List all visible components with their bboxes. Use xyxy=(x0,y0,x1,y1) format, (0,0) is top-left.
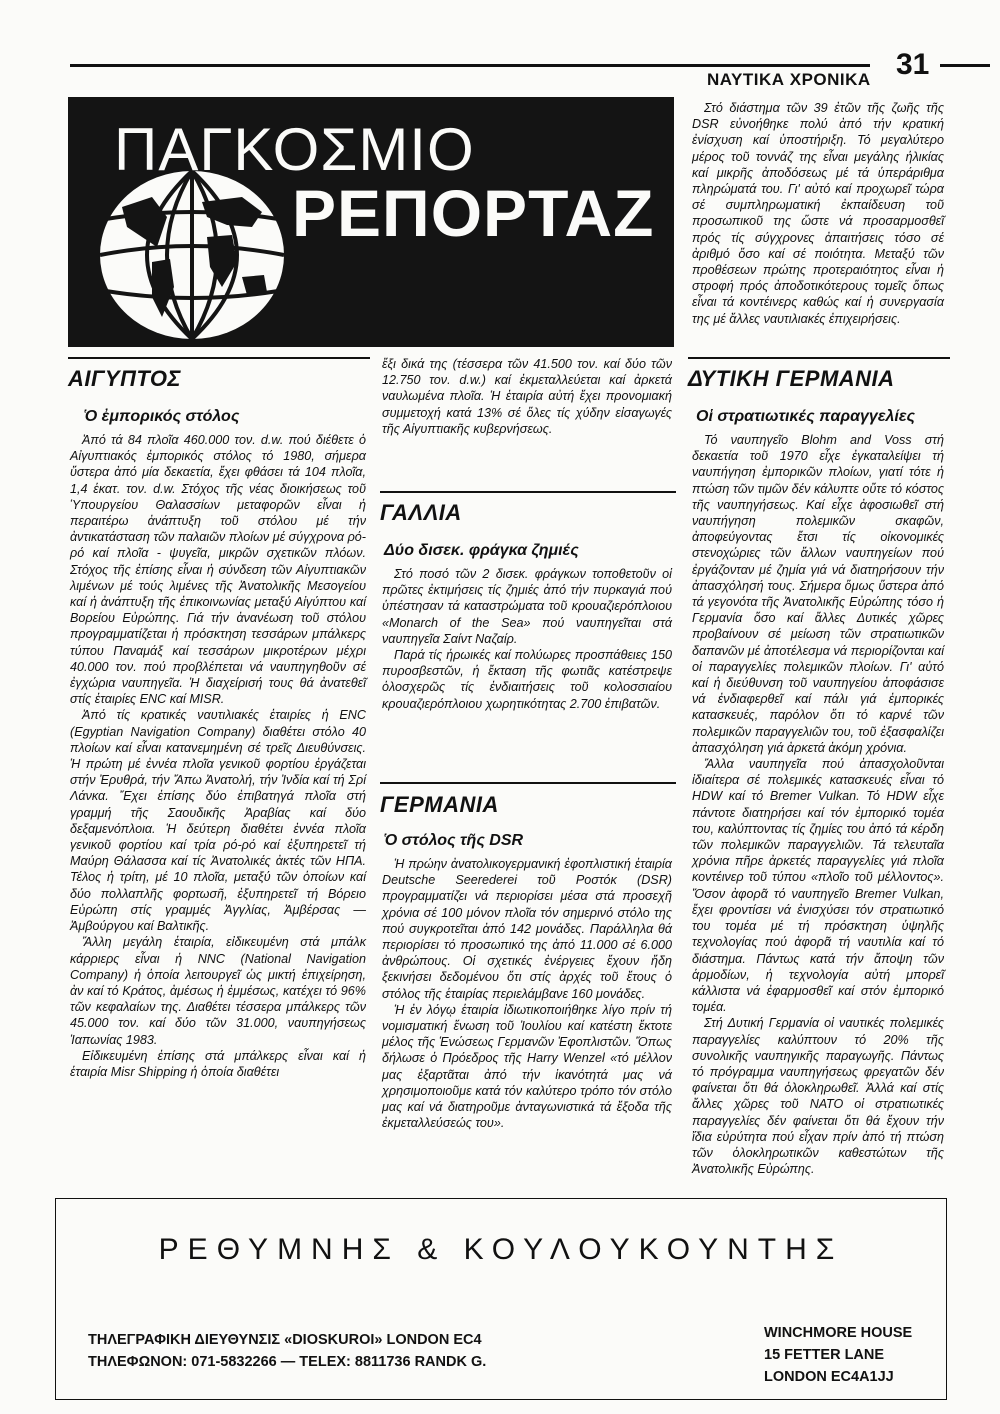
header-rule-right xyxy=(940,64,990,67)
west-germany-paragraph: Τό ναυπηγεῖο Blohm and Voss στή δεκαετία τοῦ 1970 εἶχε ἐγκαταλείψει τή ναυπήγηση ἐμπορικῶν πλοίων, γιατί τότε ἡ πτώση τῶν τιμῶν δέν κάλυπτε οὔτε τό κόστος τῆς ναυπηγήσεως. Καί εἶχε ἀφοσιωθεῖ στή ναυπήγηση πολεμικῶν σκαφῶν, ἀποφεύγοντας ἔτσι τίς οἰκονομικές στενοχώριες τῶν ἄλλων ναυπηγείων πού ἐργάζονταν μέ ζημία γιά νά διατηρήσουν τήν ἀπασχόλησή τους. Σήμερα ὅμως ὕστερα ἀπό τά γεγονότα τῆς Ἀνατολικῆς Εὐρώπης τόσο ἡ Γερμανία ὅσο καί ἄλλες Δυτικές χῶρες προβαίνουν σέ μείωση τῶν στρατιωτικῶν δαπανῶν μέ ἀποτέλεσμα νά περιορίζονται καί οἱ παραγγελίες πολεμικῶν πλοίων. Γι' αὐτό καί ἡ διεύθυνση τοῦ ναυπηγείου ἀποφάσισε νά ἐνδιαφερθεῖ καί πάλι γιά ἐμπορικές κατασκευές, παρόλον ὅτι τό καρνέ τῶν πολεμικῶν παραγγελιῶν του, τοῦ ἐξασφαλίζει ἀπασχόληση γιά ἀρκετά ἀκόμη χρόνια. xyxy=(692,433,944,755)
section-subtitle-egypt: Ὁ ἐμπορικός στόλος xyxy=(84,408,240,425)
germany-text xyxy=(382,856,672,1131)
advertisement-telegraph: ΤΗΛΕΓΡΑΦΙΚΗ ΔΙΕΥΘΥΝΣΙΣ «DIOSKUROI» LONDON EC4 xyxy=(88,1332,482,1348)
germany-paragraph: Ἡ ἐν λόγῳ ἑταιρία ἰδιωτικοποιήθηκε λίγο πρίν τή νομισματική ἕνωση τοῦ Ἰουλίου καί κατέστη ἔκτοτε μέλος τῆς Ἑνώσεως Γερμανῶν Ἐφοπλιστῶν. Ὅπως δήλωσε ὁ Πρόεδρος τῆς Harry Wenzel «τό μέλλον μας ἐξαρτᾶται ἀπό τήν ἱκανότητά μας νά χρησιμοποιοῦμε κατά τόν καλύτερο τρόπο τόν στόλο μας καί νά διατηροῦμε ἀνταγωνιστικά τά ἔξοδα τῆς ἐκμεταλλεύσεώς του». xyxy=(382,1002,672,1131)
west-germany-top-rule xyxy=(688,357,950,359)
advertisement-address-line2: 15 FETTER LANE xyxy=(764,1347,885,1363)
egypt-paragraph: Ἀπό τίς κρατικές ναυτιλιακές ἑταιρίες ἡ ENC (Egyptian Navigation Company) διαθέτει στόλο 40 πλοίων καί εἶναι κατανεμημένη σέ τρεῖς Διευθύνσεις. Ἡ πρώτη μέ ἐννέα πλοῖα γενικοῦ φορτίου ἐργάζεται στήν Ἐρυθρά, τήν Ἄπω Ἀνατολή, τήν Ἰνδία καί τή Σρί Λάνκα. Ἔχει ἐπίσης δύο ἐπιβατηγά πλοῖα στή γραμμή τῆς Σαουδικῆς Ἀραβίας καί δύο δεξαμενόπλοια. Ἡ δεύτερη διαθέτει ἐννέα πλοῖα γενικοῦ φορτίου καί τρία ρό-ρό καί ἐξυπηρετεῖ τή Μαύρη Θάλασσα καί τίς Ἀνατολικές ἀκτές τῶν ΗΠΑ. Τέλος ἡ τρίτη, μέ 10 πλοῖα, μεταξύ τῶν ὁποίων καί δύο πολλαπλῆς φορτωσῆ, ἐξυπηρετεῖ τή Βόρειο Εὐρώπη στίς γραμμές Ἀγγλίας, Ἀμβέρσας — Ἀμβούργου καί Βαλτικῆς. xyxy=(70,708,366,934)
globe-icon xyxy=(92,167,292,342)
france-top-rule xyxy=(380,491,676,493)
advertisement-company-name: ΡΕΘΥΜΝΗΣ & ΚΟΥΛΟΥΚΟΥΝΤΗΣ xyxy=(158,1233,844,1266)
germany-top-rule xyxy=(380,782,676,784)
banner-title-line2: ΡΕΠΟΡΤΑΖ xyxy=(292,176,655,250)
france-text xyxy=(382,566,672,712)
egypt-text-col1 xyxy=(70,432,366,1080)
page-number: 31 xyxy=(896,48,930,81)
section-subtitle-germany: Ὁ στόλος τῆς DSR xyxy=(384,832,524,849)
intro-continued-text xyxy=(692,100,944,327)
section-subtitle-france: Δύο δισεκ. φράγκα ζημιές xyxy=(384,542,579,559)
egypt-top-rule xyxy=(68,357,370,359)
west-germany-text xyxy=(692,432,944,1177)
intro-paragraph: Στό διάστημα τῶν 39 ἐτῶν τῆς ζωῆς τῆς DSR εὐνοήθηκε πολύ ἀπό τήν κρατική ἐνίσχυση καί ὑποστήριξη. Τό μεγαλύτερο μέρος τοῦ τοννάζ της εἶναι μεγάλης ἡλικίας καί μικρῆς ἀποδόσεως μέ τά ὑπεράριθμα πληρώματά του. Γι' αὐτό καί προχωρεῖ τώρα σέ συμπληρωματική ἐκπαίδευση τοῦ προσωπικοῦ της ὥστε νά προσαρμοσθεῖ πρός τίς σύγχρονες ἀπαιτήσεις τόσο σέ ἀριθμό ὅσο καί σέ ποιότητα. Μεταξύ τῶν προθέσεων πρώτης προτεραιότητος εἶναι ἡ στροφή πρός ἀποδοτικότερους τομεῖς ὅπως εἶναι τά κοντέινερς καθώς καί ἡ συνεργασία της μέ ἄλλες ναυτιλιακές ἐπιχειρήσεις. xyxy=(692,101,944,326)
section-title-france: ΓΑΛΛΙΑ xyxy=(380,500,462,525)
egypt-paragraph: Ἀπό τά 84 πλοῖα 460.000 τον. d.w. πού διέθετε ὁ Αἰγυπτιακός ἐμπορικός στόλος τό 1980, σήμερα ὕστερα ἀπό μία δεκαετία, ἔχει φθάσει τά 104 πλοῖα, 1,4 ἑκατ. τον. d.w. Στόχος τῆς νέας διοικήσεως τοῦ Ὑπουργείου Θαλασσίων μεταφορῶν εἶναι ἡ περαιτέρω ἀνάπτυξη τοῦ στόλου μέ τήν ἀντικατάσταση τῶν παλαιῶν πλοίων μέ σύγχρονα ρό-ρό καί πλοῖα - ψυγεῖα, μικρῶν σχετικῶν πλόων. Στόχος τῆς ἐπίσης εἶναι ἡ σύνδεση τῶν Αἰγυπτιακῶν λιμένων μέ τούς λιμένες τῆς Ἀνατολικῆς Μεσογείου καί ἡ ἀνάπτυξη τῆς ἐπικοινωνίας μεταξύ Αἰγύπτου καί Βορείου Εὐρώπης. Γιά τήν ἀνανέωση τοῦ στόλου προγραμματίζεται ἡ πρόσκτηση τεσσάρων μπάλκερς τύπου Παναμάξ καί τεσσάρων μικροτέρων μέχρι 40.000 τον. πού προβλέπεται νά ναυπηγηθοῦν σέ ἐγχώρια ναυπηγεῖα. Ἡ διαχείρισή τους θά ἀνατεθεῖ στίς ἑταιρίες ENC καί MISR. xyxy=(70,433,366,707)
banner xyxy=(68,97,674,347)
section-title-west-germany: ΔΥΤΙΚΗ ΓΕΡΜΑΝΙΑ xyxy=(688,366,895,391)
egypt-paragraph: Ἄλλη μεγάλη ἑταιρία, εἰδικευμένη στά μπάλκ κάρριερς εἶναι ἡ NNC (National Navigation Company) ἡ ὁποία λειτουργεῖ ὡς μικτή ἐπιχείρηση, ἀν καί τό Κράτος, ἀμέσως ἡ ἐμμέσως, κατέχει τό 96% τῶν κεφαλαίων της. Διαθέτει τέσσερα μπάλκερς τῶν 45.000 τον. καί δύο τῶν 31.000, ναυπηγήσεως Ἰαπωνίας 1983. xyxy=(70,935,366,1047)
section-title-germany: ΓΕΡΜΑΝΙΑ xyxy=(380,792,499,817)
advertisement-phone: ΤΗΛΕΦΩΝΟΝ: 071-5832266 — TELEX: 8811736 RANDK G. xyxy=(88,1354,487,1370)
advertisement-box xyxy=(55,1198,947,1400)
section-subtitle-west-germany: Οἱ στρατιωτικές παραγγελίες xyxy=(696,408,915,425)
section-title-egypt: ΑΙΓΥΠΤΟΣ xyxy=(68,366,182,391)
france-paragraph: Στό ποσό τῶν 2 δισεκ. φράγκων τοποθετοῦν οἱ πρῶτες ἐκτιμήσεις τίς ζημιές ἀπό τήν πυρκαγιά πού ὑπέστησαν τά καταστρώματα τοῦ κρουαζιερόπλοιου «Monarch of the Sea» πού ναυπηγεῖται στά ναυπηγεῖα Σαίντ Ναζαίρ. xyxy=(382,567,672,646)
west-germany-paragraph: Στή Δυτική Γερμανία οἱ ναυτικές πολεμικές παραγγελίες καλύπτουν τό 20% τῆς συνολικῆς ναυπηγικῆς παραγωγῆς. Πάντως τό πρόγραμμα ναυπηγήσεως φρεγατῶν δέν φαίνεται ὅτι θά ὁλοκληρωθεῖ. Ἀλλά καί στίς ἄλλες χῶρες τοῦ ΝΑΤΟ οἱ στρατιωτικές παραγγελίες δέν φαίνεται ὅτι θά ἔχουν τήν ἴδια εὐρύτητα πού εἶχαν πρίν ἀπό τή πτώση τῶν ὁλοκληρωτικῶν καθεστώτων τῆς Ἀνατολικῆς Εὐρώπης. xyxy=(692,1016,944,1177)
france-paragraph: Παρά τίς ἡρωικές καί πολύωρες προσπάθειες 150 πυροσβεστῶν, ἡ ἔκταση τῆς φωτιᾶς κατέστρεψε ὁλοσχερῶς τίς ἐνδιαιτήσεις τοῦ κολοσσιαίου κρουαζιερόπλοιου χωρητικότητας 2.700 ἐπιβατῶν. xyxy=(382,648,672,711)
germany-paragraph: Ἡ πρώην ἀνατολικογερμανική ἐφοπλιστική ἑταιρία Deutsche Seerederei τοῦ Ροστόκ (DSR) προγραμματίζει νά περιορίσει μέσα στά προσεχῆ χρόνια σέ 100 μόνον πλοῖα τόν σημερινό στόλο της πού συγκροτεῖται ἀπό 142 μονάδες. Παράλληλα θά περιορίσει τό προσωπικό της ἀπό 11.000 σέ 6.000 ἀνθρώπους. Οἱ σχετικές ἐνέργειες ἔχουν ἤδη ξεκινήσει δεδομένου ὅτι στίς ἀρχές τοῦ ἔτους ὁ στόλος τῆς ἑταιρίας περιελάμβανε 160 μονάδες. xyxy=(382,857,672,1001)
egypt-text-col2 xyxy=(382,356,672,437)
advertisement-address-line1: WINCHMORE HOUSE xyxy=(764,1325,913,1341)
egypt-paragraph: Εἰδικευμένη ἐπίσης στά μπάλκερς εἶναι καί ἡ ἑταιρία Misr Shipping ἡ ὁποία διαθέτει xyxy=(70,1048,366,1079)
banner-title-line1: ΠΑΓΚΟΣΜΙΟ xyxy=(114,116,475,183)
west-germany-paragraph: Ἄλλα ναυπηγεῖα πού ἀπασχολοῦνται ἰδιαίτερα σέ πολεμικές κατασκευές εἶναι τό HDW καί τό Bremer Vulkan. Τό HDW εἶχε πάντοτε διατηρήσει καί τόν ἐμπορικό τομέα του, καλύπτοντας τίς ζημίες του ἀπό τά κέρδη τῶν πολεμικῶν παραγγελιῶν. Τά τελευταῖα χρόνια πῆρε ἀρκετές παραγγελίες γιά πλοῖα κοντέινερ τοῦ τύπου «πλοῖο τοῦ μέλλοντος». Ὅσον ἀφορᾶ τό ναυπηγεῖο Bremer Vulkan, ἔχει φροντίσει νά ἐνισχύσει τόν στρατιωτικό του τομέα μέ τή πρόσκτηση ὑψηλῆς τεχνολογίας πού ἀφορᾶ τή ναυτιλία καί τό διάστημα. Πάντως κατά τήν ἄποψη τῶν ἁρμοδίων, ἡ τεχνολογία αὐτή μπορεῖ κάλλιστα νά ἐφαρμοσθεῖ καί στόν ἐμπορικό τομέα. xyxy=(692,757,944,1015)
advertisement-address-line3: LONDON EC4A1JJ xyxy=(764,1369,894,1385)
header-rule-left xyxy=(70,64,870,67)
egypt-paragraph-continued: ἔξι δικά της (τέσσερα τῶν 41.500 τον. καί δύο τῶν 12.750 τον. d.w.) καί ἐκμεταλλεύεται καί ἀρκετά ναυλωμένα πλοῖα. Ἡ ἑταιρία αὐτή ἔχει προνομιακή συμμετοχή κατά 13% σέ ὅλες τίς χύδην εἰσαγωγές τῆς Αἰγυπτιακῆς κυβερνήσεως. xyxy=(382,357,672,436)
magazine-name: ΝΑΥΤΙΚΑ ΧΡΟΝΙΚΑ xyxy=(707,70,871,89)
